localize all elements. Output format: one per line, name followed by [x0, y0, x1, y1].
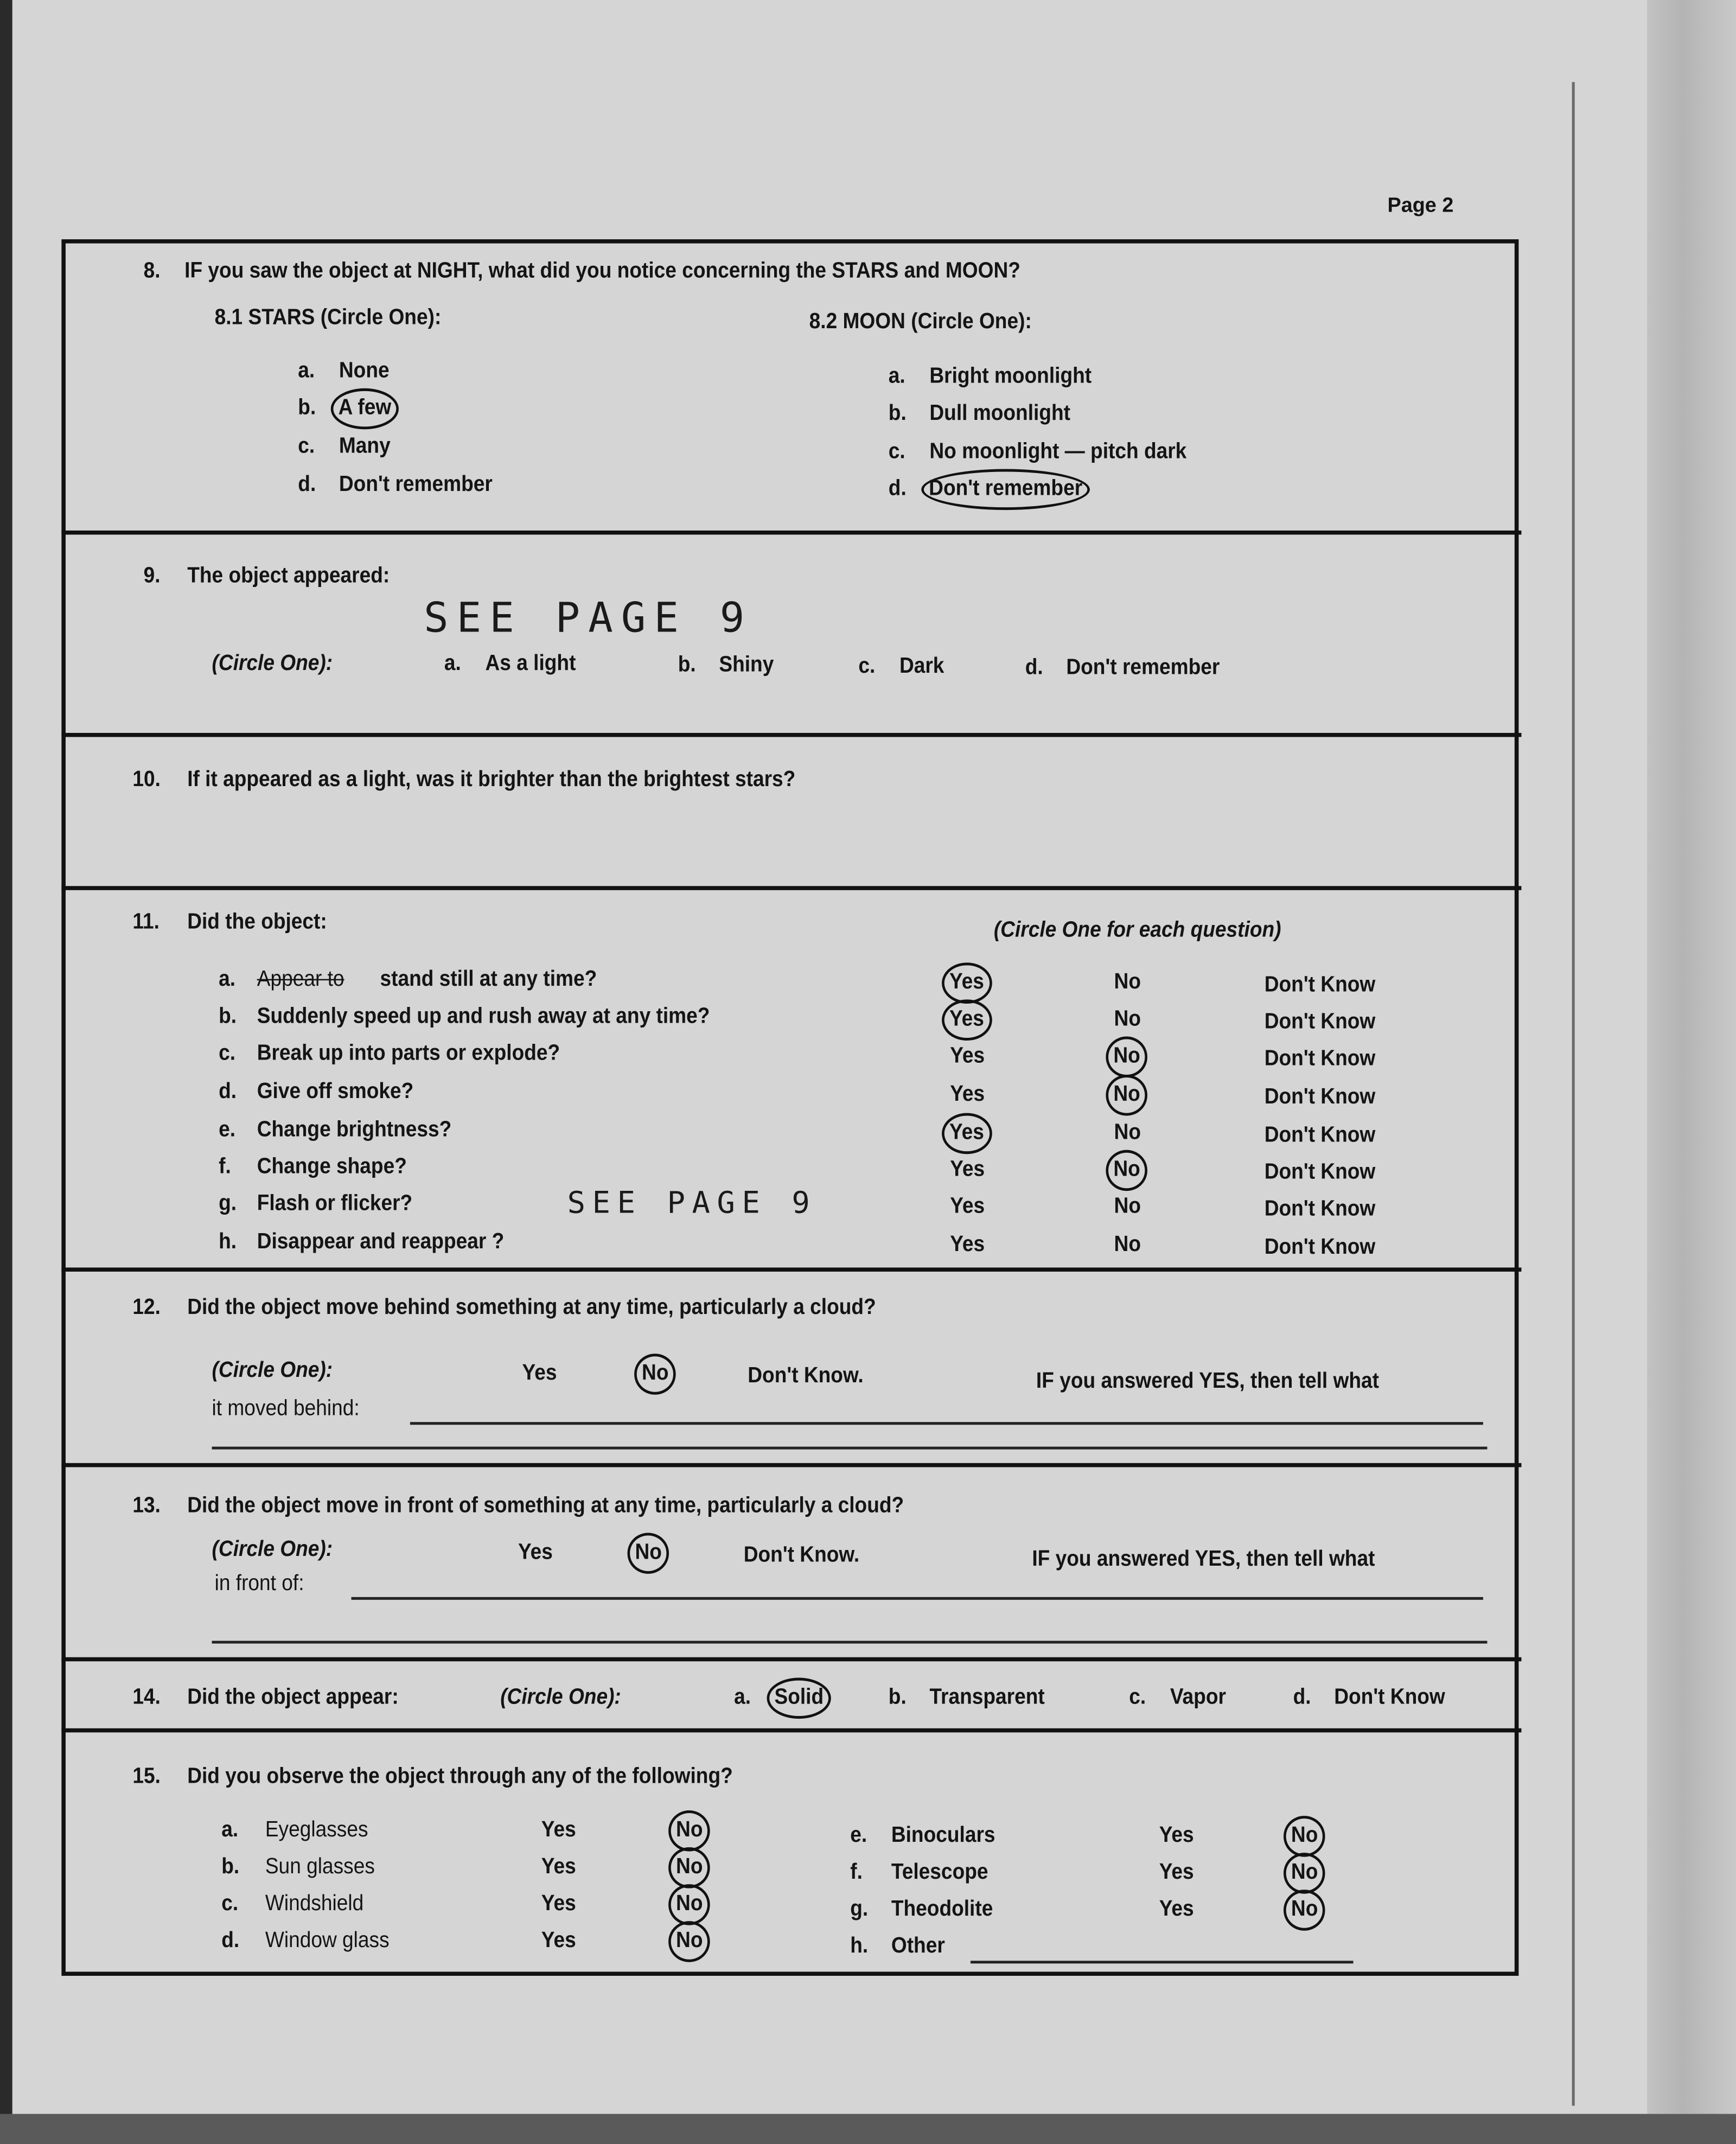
item-key: h.: [850, 1935, 869, 1958]
option-don-t-remember[interactable]: Don't remember: [1066, 656, 1220, 680]
q11-handwritten-note: SEE PAGE 9: [567, 1186, 817, 1221]
answer-no[interactable]: No: [668, 1847, 710, 1888]
answer-dont-know[interactable]: Don't Know: [1264, 1124, 1376, 1147]
answer-yes[interactable]: Yes: [942, 999, 992, 1041]
item-key: f.: [850, 1861, 863, 1885]
item-label: Eyeglasses: [265, 1818, 368, 1842]
divider: [61, 1657, 1521, 1662]
item-label: Window glass: [265, 1929, 390, 1953]
answer-no[interactable]: No: [668, 1810, 710, 1852]
q9-number: 9.: [143, 564, 161, 588]
item-question: stand still at any time?: [380, 968, 597, 992]
item-question: Give off smoke?: [257, 1080, 414, 1103]
item-label: Sun glasses: [265, 1855, 375, 1879]
item-key: g.: [219, 1192, 237, 1216]
q14-circle-one: (Circle One):: [500, 1686, 621, 1709]
item-label: Telescope: [891, 1861, 988, 1885]
answer-no[interactable]: No: [1114, 971, 1141, 994]
divider: [61, 1463, 1521, 1467]
answer-yes[interactable]: Yes: [950, 1044, 985, 1068]
divider: [61, 1267, 1521, 1272]
item-key: e.: [219, 1118, 236, 1142]
answer-yes[interactable]: Yes: [541, 1855, 576, 1879]
answer-yes[interactable]: Yes: [950, 1233, 985, 1257]
item-key: a.: [221, 1818, 239, 1842]
item-question: Flash or flicker?: [257, 1192, 413, 1216]
q12-answer-line[interactable]: [410, 1422, 1483, 1424]
item-question: Change brightness?: [257, 1118, 452, 1142]
answer-yes[interactable]: Yes: [950, 1158, 985, 1182]
q13-yes[interactable]: Yes: [518, 1541, 553, 1565]
q12-follow-label: it moved behind:: [212, 1397, 360, 1421]
option-as-a-light[interactable]: As a light: [485, 652, 576, 676]
divider: [61, 531, 1521, 535]
option-don-t-remember[interactable]: Don't remember: [339, 473, 493, 496]
option-none[interactable]: None: [339, 359, 390, 383]
option-bright-moonlight[interactable]: Bright moonlight: [929, 365, 1092, 388]
item-key: g.: [850, 1898, 869, 1922]
option-key: a.: [734, 1686, 751, 1709]
item-label: Theodolite: [891, 1898, 993, 1922]
q11-instruction: (Circle One for each question): [993, 918, 1281, 942]
q14-number: 14.: [132, 1686, 161, 1709]
scan-edge-bottom: [0, 2114, 1736, 2144]
item-key: a.: [219, 968, 236, 992]
answer-no[interactable]: No: [1284, 1853, 1325, 1894]
option-key: d.: [1025, 656, 1043, 680]
q12-answer-line-2[interactable]: [212, 1447, 1488, 1449]
option-transparent[interactable]: Transparent: [929, 1686, 1045, 1709]
item-key: b.: [219, 1005, 237, 1029]
scan-edge-right: [1647, 0, 1736, 2144]
option-key: a.: [444, 652, 461, 676]
option-key: c.: [1129, 1686, 1146, 1709]
scan-edge-left: [0, 0, 12, 2144]
q13-number: 13.: [132, 1494, 161, 1518]
answer-yes[interactable]: Yes: [1159, 1898, 1194, 1922]
item-key: h.: [219, 1230, 237, 1254]
q13-answer-line-2[interactable]: [212, 1641, 1488, 1643]
divider: [61, 886, 1521, 890]
item-label: Windshield: [265, 1892, 364, 1916]
item-key: c.: [219, 1042, 236, 1065]
option-key: a.: [298, 359, 315, 383]
answer-yes[interactable]: Yes: [1159, 1824, 1194, 1848]
answer-yes[interactable]: Yes: [541, 1929, 576, 1953]
option-dark[interactable]: Dark: [899, 655, 944, 679]
answer-yes[interactable]: Yes: [942, 1113, 992, 1154]
item-question: Disappear and reappear ?: [257, 1230, 505, 1254]
q10-question: If it appeared as a light, was it brighter than the brightest stars?: [187, 768, 796, 792]
answer-dont-know[interactable]: Don't Know: [1264, 1010, 1376, 1034]
q12-no[interactable]: No: [634, 1354, 676, 1395]
q13-dont-know[interactable]: Don't Know.: [743, 1543, 860, 1567]
answer-no[interactable]: No: [668, 1884, 710, 1925]
item-key: b.: [221, 1855, 240, 1879]
q13-if-yes: IF you answered YES, then tell what: [1032, 1548, 1375, 1571]
option-key: a.: [888, 365, 905, 388]
answer-dont-know[interactable]: Don't Know: [1264, 1236, 1376, 1260]
answer-no[interactable]: No: [668, 1921, 710, 1962]
q10-number: 10.: [132, 768, 161, 792]
item-key: d.: [221, 1929, 240, 1953]
option-key: b.: [678, 653, 696, 677]
option-shiny[interactable]: Shiny: [719, 653, 774, 677]
option-key: b.: [298, 396, 316, 420]
answer-no[interactable]: No: [1106, 1075, 1147, 1116]
item-key: d.: [219, 1080, 237, 1103]
q12-yes[interactable]: Yes: [522, 1362, 557, 1386]
q12-if-yes: IF you answered YES, then tell what: [1036, 1370, 1379, 1394]
option-key: d.: [1293, 1686, 1311, 1709]
option-many[interactable]: Many: [339, 435, 391, 458]
q13-question: Did the object move in front of something at any time, particularly a cloud?: [187, 1494, 904, 1518]
q8-moon-label: 8.2 MOON (Circle One):: [809, 310, 1032, 334]
answer-dont-know[interactable]: Don't Know: [1264, 1086, 1376, 1109]
q13-no[interactable]: No: [628, 1533, 669, 1574]
q9-circle-one: (Circle One):: [212, 652, 333, 676]
item-question: Change shape?: [257, 1155, 407, 1179]
answer-yes[interactable]: Yes: [541, 1818, 576, 1842]
option-key: d.: [888, 477, 907, 501]
answer-yes[interactable]: Yes: [942, 962, 992, 1004]
option-dull-moonlight[interactable]: Dull moonlight: [929, 401, 1070, 425]
option-key: b.: [888, 1686, 907, 1709]
option-key: c.: [888, 440, 905, 464]
q12-question: Did the object move behind something at any time, particularly a cloud?: [187, 1296, 876, 1320]
answer-yes[interactable]: Yes: [541, 1892, 576, 1916]
answer-no[interactable]: No: [1106, 1036, 1147, 1077]
q15-number: 15.: [132, 1765, 161, 1789]
option-no-moonlight-pitch-dark[interactable]: No moonlight — pitch dark: [929, 440, 1187, 464]
item-key: f.: [219, 1155, 231, 1179]
q15-question: Did you observe the object through any of the following?: [187, 1765, 733, 1789]
q12-dont-know[interactable]: Don't Know.: [748, 1364, 864, 1388]
q9-handwritten-note: SEE PAGE 9: [424, 595, 753, 643]
option-vapor[interactable]: Vapor: [1170, 1686, 1226, 1709]
q15-other-line[interactable]: [971, 1961, 1354, 1963]
option-don-t-remember[interactable]: Don't remember: [921, 469, 1090, 510]
answer-yes[interactable]: Yes: [1159, 1861, 1194, 1885]
answer-yes[interactable]: Yes: [950, 1195, 985, 1218]
page-number: Page 2: [1387, 194, 1454, 218]
divider: [61, 733, 1521, 737]
item-question: Suddenly speed up and rush away at any time?: [257, 1005, 710, 1029]
answer-yes[interactable]: Yes: [950, 1083, 985, 1107]
answer-no[interactable]: No: [1284, 1890, 1325, 1931]
q8-stars-label: 8.1 STARS (Circle One):: [214, 306, 442, 330]
q12-number: 12.: [132, 1296, 161, 1320]
scan-fold-line: [1572, 82, 1575, 2105]
option-key: c.: [298, 435, 315, 458]
item-label: Other: [891, 1935, 945, 1958]
answer-no[interactable]: No: [1106, 1150, 1147, 1191]
answer-no[interactable]: No: [1114, 1195, 1141, 1218]
q9-question: The object appeared:: [187, 564, 390, 588]
option-key: c.: [858, 655, 876, 679]
q8-number: 8.: [143, 259, 161, 283]
answer-dont-know[interactable]: Don't Know: [1264, 1160, 1376, 1184]
q13-answer-line[interactable]: [352, 1597, 1483, 1599]
option-a-few[interactable]: A few: [331, 388, 399, 430]
q13-circle-one: (Circle One):: [212, 1538, 333, 1562]
q12-circle-one: (Circle One):: [212, 1359, 333, 1383]
item-label: Binoculars: [891, 1824, 995, 1848]
option-solid[interactable]: Solid: [767, 1678, 831, 1719]
option-don-t-know[interactable]: Don't Know: [1334, 1686, 1445, 1709]
struck-text: Appear to: [257, 968, 344, 992]
answer-no[interactable]: No: [1114, 1121, 1141, 1145]
answer-no[interactable]: No: [1114, 1233, 1141, 1257]
item-key: e.: [850, 1824, 867, 1848]
q11-question: Did the object:: [187, 910, 327, 934]
answer-no[interactable]: No: [1284, 1816, 1325, 1857]
q8-question: IF you saw the object at NIGHT, what did you notice concerning the STARS and MOON?: [184, 259, 1020, 283]
answer-dont-know[interactable]: Don't Know: [1264, 1197, 1376, 1221]
option-key: d.: [298, 473, 316, 496]
option-key: b.: [888, 401, 907, 425]
q11-number: 11.: [132, 910, 159, 934]
q13-follow-label: in front of:: [214, 1572, 304, 1596]
item-key: c.: [221, 1892, 239, 1916]
answer-dont-know[interactable]: Don't Know: [1264, 1047, 1376, 1071]
answer-no[interactable]: No: [1114, 1007, 1141, 1031]
q14-question: Did the object appear:: [187, 1686, 399, 1709]
divider: [61, 1728, 1521, 1733]
item-question: Break up into parts or explode?: [257, 1042, 560, 1065]
answer-dont-know[interactable]: Don't Know: [1264, 973, 1376, 997]
